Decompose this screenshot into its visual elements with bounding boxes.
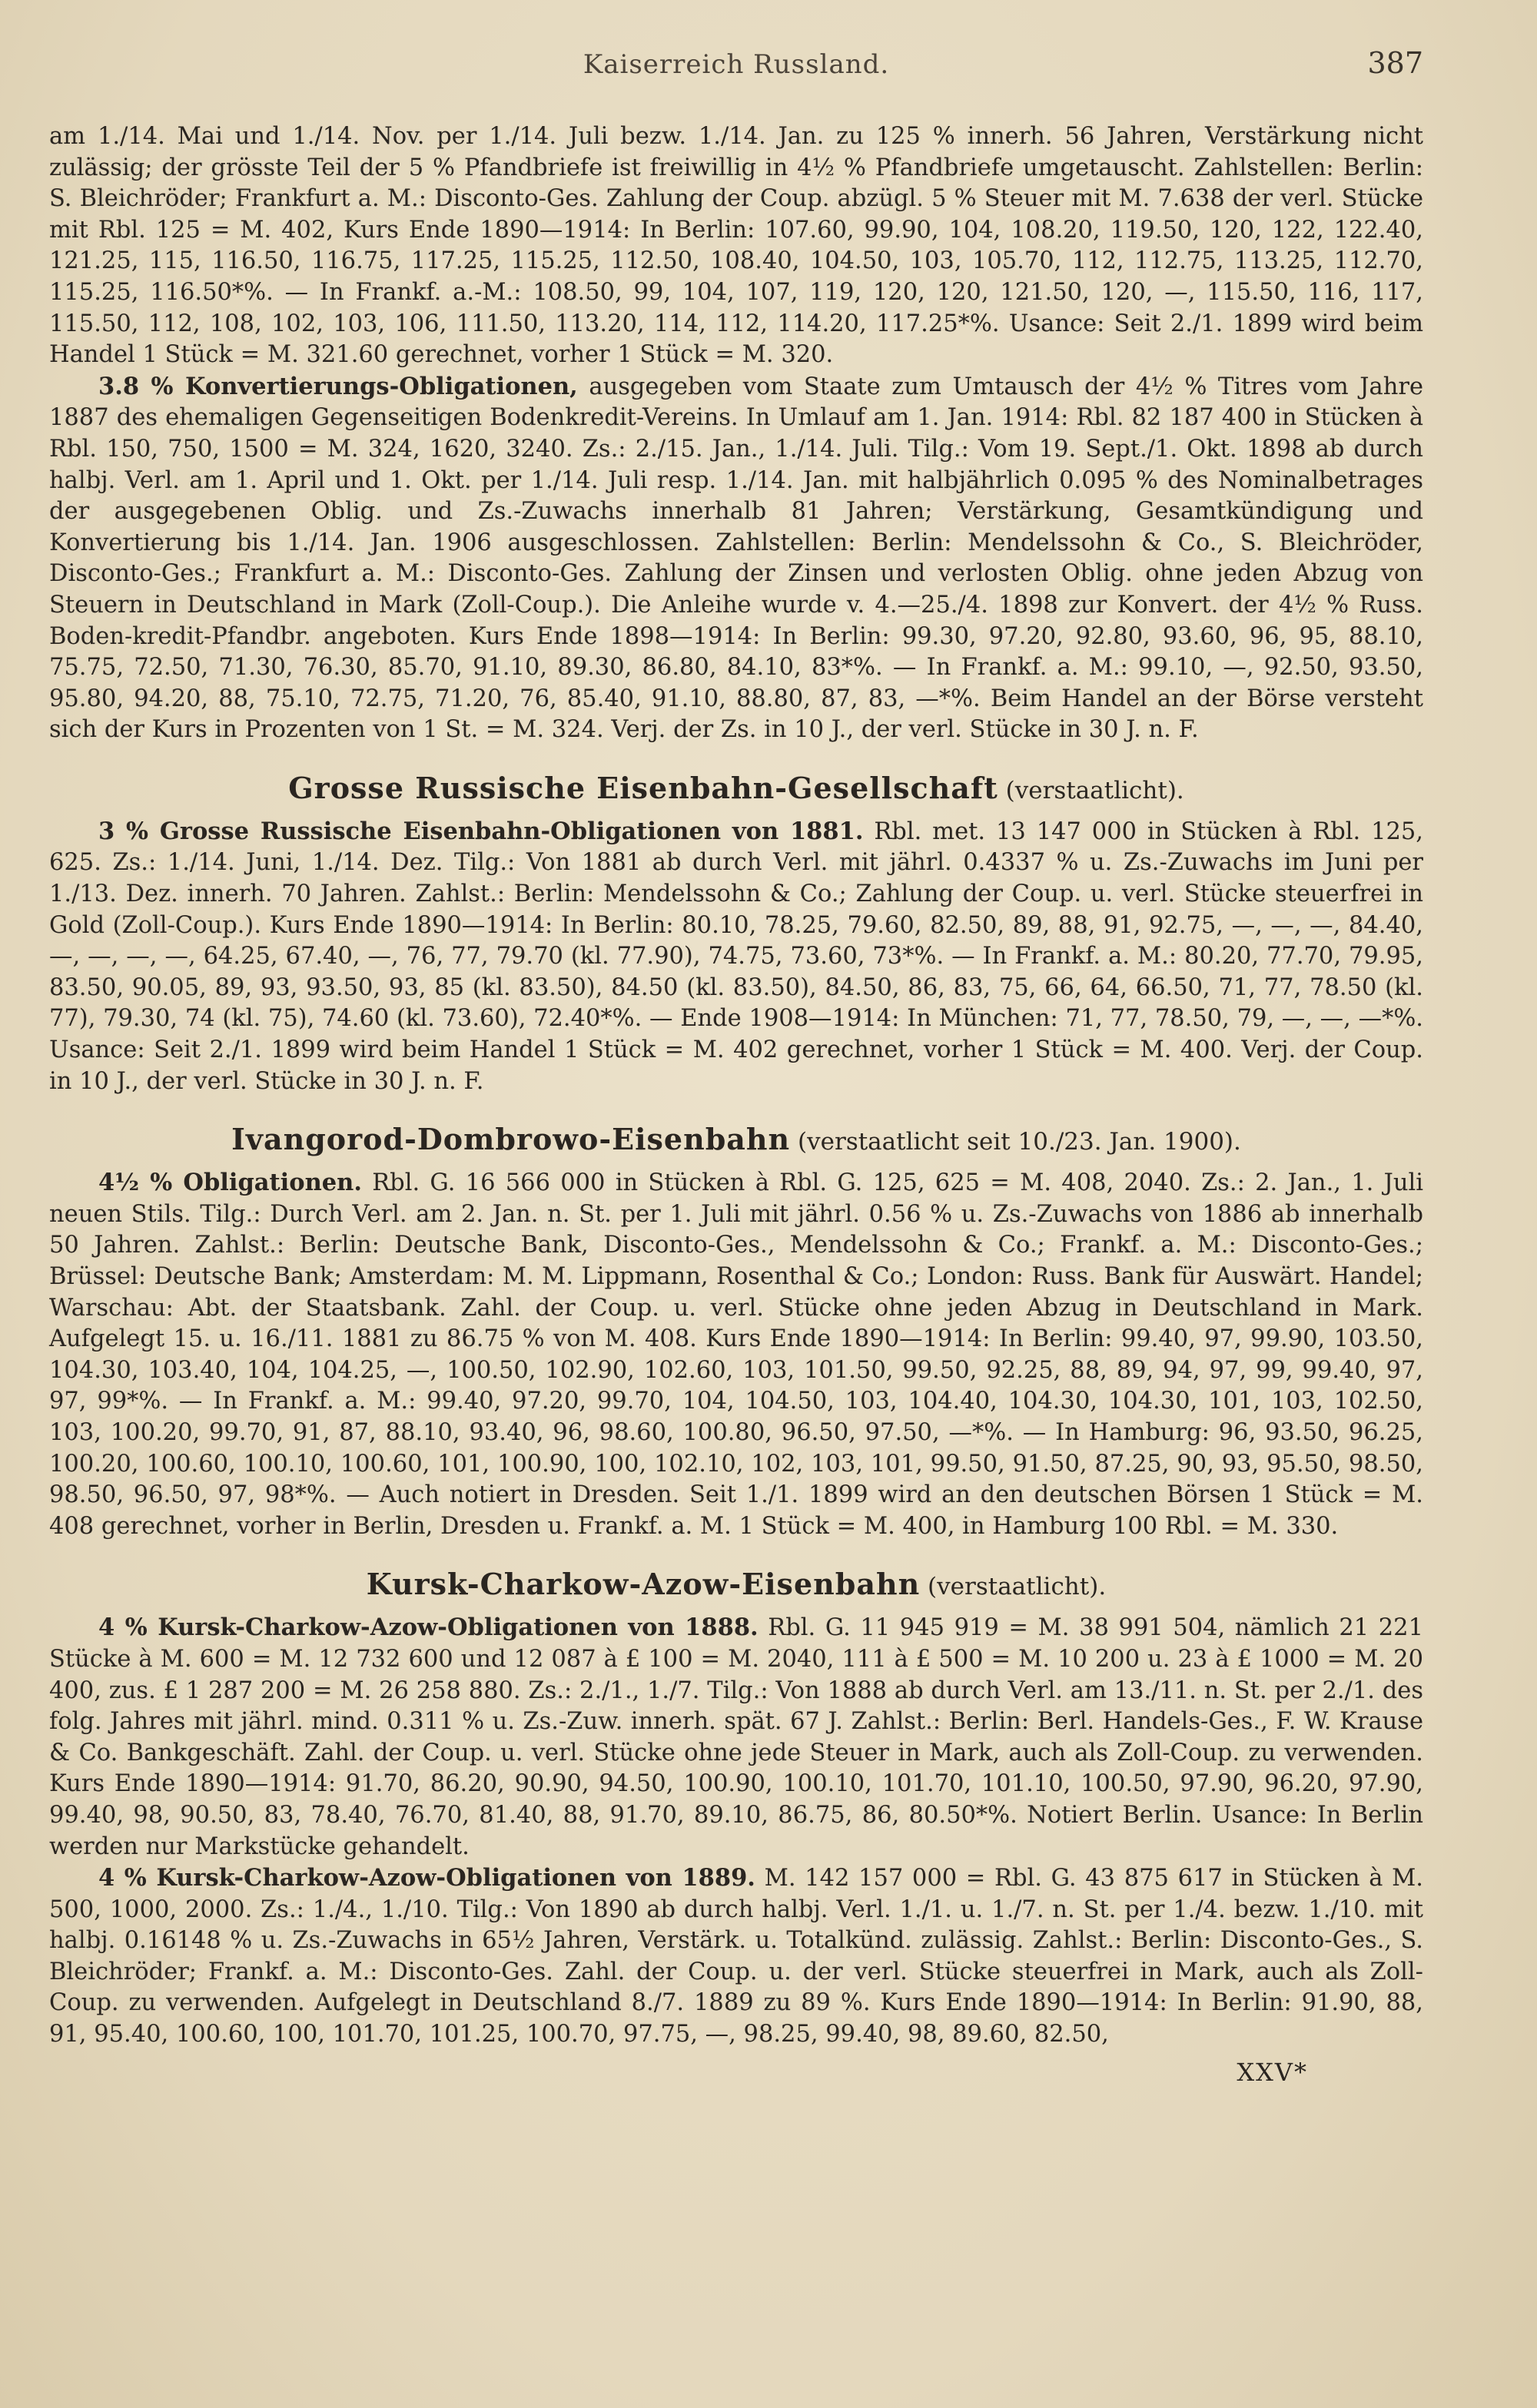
bond-text: Rbl. G. 11 945 919 = M. 38 991 504, nämlich 21 221 Stücke à M. 600 = M. 12 732 600 und 12 087 à £ 100 = M. 2040, 111 à £ 500 = M. 10 200 u. 23 à £ 1000 = M. 20 400, zus. £ 1 287 200 = M. 26 258 880. Zs.: 2./1., 1./7. Tilg.: Von 1888 ab durch Verl. am 13./11. n. St. per 2./1. des folg. Jahres mit jährl. mind. 0.311 % u. Zs.-Zuw. innerh. spät. 67 J. Zahlst.: Berlin: Berl. Handels-Ges., F. W. Krause & Co. Bankgeschäft. Zahl. der Coup. u. verl. Stücke ohne jede Steuer in Mark, auch als Zoll-Coup. zu verwenden. Kurs Ende 1890—1914: 91.70, 86.20, 90.90, 94.50, 100.90, 100.10, 101.70, 101.10, 100.50, 97.90, 96.20, 97.90, 99.40, 98, 90.50, 83, 78.40, 76.70, 81.40, 88, 91.70, 89.10, 86.75, 86, 80.50*%. Notiert Berlin. Usance: In Berlin werden nur Markstücke gehandelt. [49, 1614, 1423, 1860]
paragraph-konvertierungs-obligationen [49, 371, 1423, 746]
running-title: Kaiserreich Russland. [583, 49, 890, 80]
paragraph-kursk-obligationen-1889 [49, 1862, 1423, 2051]
section-name: Grosse Russische Eisenbahn-Gesellschaft [288, 770, 998, 805]
section-heading-grosse-russische [49, 771, 1423, 808]
section-note: (verstaatlicht). [998, 776, 1184, 804]
paragraph-pfandbriefe-continued: am 1./14. Mai und 1./14. Nov. per 1./14. Juli bezw. 1./14. Jan. zu 125 % innerh. 56 Jahren, Verstärkung nicht zulässig; der grösste Teil der 5 % Pfandbriefe ist freiwillig in 4½ % Pfandbriefe umgetauscht. Zahlstellen: Berlin: S. Bleichröder; Frankfurt a. M.: Disconto-Ges. Zahlung der Coup. abzügl. 5 % Steuer mit M. 7.638 der verl. Stücke mit Rbl. 125 = M. 402, Kurs Ende 1890—1914: In Berlin: 107.60, 99.90, 104, 108.20, 119.50, 120, 122, 122.40, 121.25, 115, 116.50, 116.75, 117.25, 115.25, 112.50, 108.40, 104.50, 103, 105.70, 112, 112.75, 113.25, 112.70, 115.25, 116.50*%. — In Frankf. a.-M.: 108.50, 99, 104, 107, 119, 120, 120, 121.50, 120, —, 115.50, 116, 117, 115.50, 112, 108, 102, 103, 106, 111.50, 113.20, 114, 112, 114.20, 117.25*%. Usance: Seit 2./1. 1899 wird beim Handel 1 Stück = M. 321.60 gerechnet, vorher 1 Stück = M. 320. [49, 123, 1423, 369]
page-header [49, 43, 1423, 89]
section-name: Kursk-Charkow-Azow-Eisenbahn [366, 1567, 921, 1602]
section-heading-ivangorod-dombrowo [49, 1122, 1423, 1159]
paragraph-grosse-russische-obligationen [49, 816, 1423, 1097]
section-heading-kursk-charkow-azow [49, 1567, 1423, 1604]
paragraph-ivangorod-obligationen [49, 1167, 1423, 1542]
section-note: (verstaatlicht seit 10./23. Jan. 1900). [790, 1128, 1241, 1156]
bond-text: ausgegeben vom Staate zum Umtausch der 4½ % Titres vom Jahre 1887 des ehemaligen Gegenseitigen Bodenkredit-Vereins. In Umlauf am 1. Jan. 1914: Rbl. 82 187 400 in Stücken à Rbl. 150, 750, 1500 = M. 324, 1620, 3240. Zs.: 2./15. Jan., 1./14. Juli. Tilg.: Vom 19. Sept./1. Okt. 1898 ab durch halbj. Verl. am 1. April und 1. Okt. per 1./14. Juli resp. 1./14. Jan. mit halbjährlich 0.095 % des Nominalbetrages der ausgegebenen Oblig. und Zs.-Zuwachs innerhalb 81 Jahren; Verstärkung, Gesamtkündigung und Konvertierung bis 1./14. Jan. 1906 ausgeschlossen. Zahlstellen: Berlin: Mendelssohn & Co., S. Bleichröder, Disconto-Ges.; Frankfurt a. M.: Disconto-Ges. Zahlung der Zinsen und verlosten Oblig. ohne jeden Abzug von Steuern in Deutschland in Mark (Zoll-Coup.). Die Anleihe wurde v. 4.—25./4. 1898 zur Konvert. der 4½ % Russ. Boden-kredit-Pfandbr. angeboten. Kurs Ende 1898—1914: In Berlin: 99.30, 97.20, 92.80, 93.60, 96, 95, 88.10, 75.75, 72.50, 71.30, 76.30, 85.70, 91.10, 89.30, 86.80, 84.10, 83*%. — In Frankf. a. M.: 99.10, —, 92.50, 93.50, 95.80, 94.20, 88, 75.10, 72.75, 71.20, 76, 85.40, 91.10, 88.80, 87, 83, —*%. Beim Handel an der Börse versteht sich der Kurs in Prozenten von 1 St. = M. 324. Verj. der Zs. in 10 J., der verl. Stücke in 30 J. n. F. [49, 373, 1423, 744]
section-name: Ivangorod-Dombrowo-Eisenbahn [231, 1122, 791, 1157]
bond-text: Rbl. met. 13 147 000 in Stücken à Rbl. 125, 625. Zs.: 1./14. Juni, 1./14. Dez. Tilg.: Von 1881 ab durch Verl. mit jährl. 0.4337 % u. Zs.-Zuwachs im Juni per 1./13. Dez. innerh. 70 Jahren. Zahlst.: Berlin: Mendelssohn & Co.; Zahlung der Coup. u. verl. Stücke steuerfrei in Gold (Zoll-Coup.). Kurs Ende 1890—1914: In Berlin: 80.10, 78.25, 79.60, 82.50, 89, 88, 91, 92.75, —, —, —, 84.40, —, —, —, —, 64.25, 67.40, —, 76, 77, 79.70 (kl. 77.90), 74.75, 73.60, 73*%. — In Frankf. a. M.: 80.20, 77.70, 79.95, 83.50, 90.05, 89, 93, 93.50, 93, 85 (kl. 83.50), 84.50 (kl. 83.50), 84.50, 86, 83, 75, 66, 64, 66.50, 71, 77, 78.50 (kl. 77), 79.30, 74 (kl. 75), 74.60 (kl. 73.60), 72.40*%. — Ende 1908—1914: In München: 71, 77, 78.50, 79, —, —, —*%. Usance: Seit 2./1. 1899 wird beim Handel 1 Stück = M. 402 gerechnet, vorher 1 Stück = M. 400. Verj. der Coup. in 10 J., der verl. Stücke in 30 J. n. F. [49, 818, 1423, 1095]
printer-signature: XXV* [1237, 2057, 1308, 2087]
bond-text: M. 142 157 000 = Rbl. G. 43 875 617 in Stücken à M. 500, 1000, 2000. Zs.: 1./4., 1./10. Tilg.: Von 1890 ab durch halbj. Verl. 1./1. u. 1./7. n. St. per 1./4. bezw. 1./10. mit halbj. 0.16148 % u. Zs.-Zuwachs in 65½ Jahren, Verstärk. u. Totalkünd. zulässig. Zahlst.: Berlin: Disconto-Ges., S. Bleichröder; Frankf. a. M.: Disconto-Ges. Zahl. der Coup. u. der verl. Stücke steuerfrei in Mark, auch als Zoll-Coup. zu verwenden. Aufgelegt in Deutschland 8./7. 1889 zu 89 %. Kurs Ende 1890—1914: In Berlin: 91.90, 88, 91, 95.40, 100.60, 100, 101.70, 101.25, 100.70, 97.75, —, 98.25, 99.40, 98, 89.60, 82.50, [49, 1865, 1423, 2048]
bond-text: Rbl. G. 16 566 000 in Stücken à Rbl. G. 125, 625 = M. 408, 2040. Zs.: 2. Jan., 1. Juli neuen Stils. Tilg.: Durch Verl. am 2. Jan. n. St. per 1. Juli mit jährl. 0.56 % u. Zs.-Zuwachs von 1886 ab innerhalb 50 Jahren. Zahlst.: Berlin: Deutsche Bank, Disconto-Ges., Mendelssohn & Co.; Frankf. a. M.: Disconto-Ges.; Brüssel: Deutsche Bank; Amsterdam: M. M. Lippmann, Rosenthal & Co.; London: Russ. Bank für Auswärt. Handel; Warschau: Abt. der Staatsbank. Zahl. der Coup. u. verl. Stücke ohne jeden Abzug in Deutschland in Mark. Aufgelegt 15. u. 16./11. 1881 zu 86.75 % von M. 408. Kurs Ende 1890—1914: In Berlin: 99.40, 97, 99.90, 103.50, 104.30, 103.40, 104, 104.25, —, 100.50, 102.90, 102.60, 103, 101.50, 99.50, 92.25, 88, 89, 94, 97, 99, 99.40, 97, 97, 99*%. — In Frankf. a. M.: 99.40, 97.20, 99.70, 104, 104.50, 103, 104.40, 104.30, 104.30, 101, 103, 102.50, 103, 100.20, 99.70, 91, 87, 88.10, 93.40, 96, 98.60, 100.80, 96.50, 97.50, —*%. — In Hamburg: 96, 93.50, 96.25, 100.20, 100.60, 100.10, 100.60, 101, 100.90, 100, 102.10, 102, 103, 101, 99.50, 91.50, 87.25, 90, 93, 95.50, 98.50, 98.50, 96.50, 97, 98*%. — Auch notiert in Dresden. Seit 1./1. 1899 wird an den deutschen Börsen 1 Stück = M. 408 gerechnet, vorher in Berlin, Dresden u. Frankf. a. M. 1 Stück = M. 400, in Hamburg 100 Rbl. = M. 330. [49, 1169, 1423, 1540]
bond-title: 4½ % Obligationen. [98, 1169, 362, 1197]
page-content [49, 121, 1423, 2088]
bond-title: 4 % Kursk-Charkow-Azow-Obligationen von 1888. [98, 1614, 759, 1642]
section-note: (verstaatlicht). [920, 1573, 1107, 1601]
bond-title: 3 % Grosse Russische Eisenbahn-Obligationen von 1881. [98, 817, 864, 845]
bond-title: 4 % Kursk-Charkow-Azow-Obligationen von 1889. [98, 1864, 755, 1892]
page-number: 387 [1367, 46, 1423, 80]
bond-title: 3.8 % Konvertierungs-Obligationen, [98, 372, 578, 400]
paragraph-kursk-obligationen-1888 [49, 1612, 1423, 1862]
